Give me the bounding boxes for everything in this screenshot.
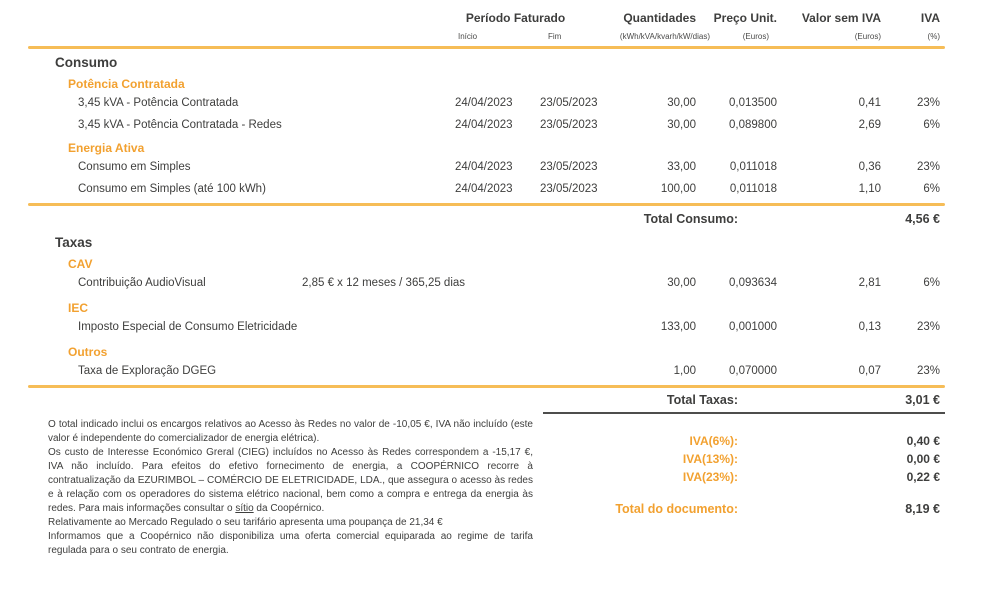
footnote-cieg-text-end: da Coopérnico. [253,503,325,514]
total-taxas-value: 3,01 € [905,393,940,407]
column-header-periodo-faturado: Período Faturado [465,11,566,25]
row-quantidade: 30,00 [667,119,696,131]
subheader-quantidades-units: (kWh/kVA/kvarh/kW/dias) [619,31,710,41]
footnotes-block [28,418,533,558]
row-valor-sem-iva: 0,13 [858,321,881,333]
group-title-energia-ativa: Energia Ativa [68,141,145,155]
row-preco-unit: 0,013500 [729,97,777,109]
row-preco-unit: 0,001000 [729,321,777,333]
row-fim: 23/05/2023 [540,97,598,109]
row-description: Consumo em Simples [78,161,191,173]
vat-summary-block [533,418,945,558]
row-description: 3,45 kVA - Potência Contratada - Redes [78,119,282,131]
row-description: Imposto Especial de Consumo Eletricidade [78,321,298,333]
row-quantidade: 100,00 [660,183,696,195]
invoice-document [28,0,945,558]
iva-13-row [533,450,945,468]
footnote-cieg-text: Os custo de Interesse Económico Greral (CIEG) incluídos no Acesso às Redes correspondem a -15,17 €, IVA não incluído. Para efeitos do efetivo fornecimento de energia, a COOPÉRNICO recorre à contratualização da EZURIMBOL – COMÉRCIO DE ELETRICIDADE, LDA., que assegura o acesso às redes e à relação com os operadores do sistema elétrico nacional, bem como a compra e entrega da energia às redes. Para mais informações consultar o [48,447,533,514]
row-fim: 23/05/2023 [540,161,598,173]
row-preco-unit: 0,011018 [729,161,777,173]
line-item-row [28,360,945,382]
row-fim: 23/05/2023 [540,183,598,195]
row-description: Taxa de Exploração DGEG [78,365,217,377]
total-documento-row [533,499,945,519]
row-quantidade: 30,00 [667,97,696,109]
footnote-cieg [48,446,533,516]
row-valor-sem-iva: 0,41 [858,97,881,109]
row-iva: 6% [923,119,940,131]
table-header-row [28,8,945,28]
table-subheader-row [28,28,945,44]
bottom-area [28,418,945,558]
summary-divider-line [543,412,945,414]
row-inicio: 24/04/2023 [455,183,513,195]
row-quantidade: 30,00 [667,277,696,289]
footnote-poupanca: Relativamente ao Mercado Regulado o seu tarifário apresenta uma poupança de 21,34 € [48,517,443,528]
iva-6-row [533,432,945,450]
line-item-row [28,114,945,136]
row-valor-sem-iva: 2,81 [858,277,881,289]
group-title-potencia-contratada: Potência Contratada [68,77,185,91]
iva-23-label: IVA(23%): [682,470,738,484]
row-inicio: 24/04/2023 [455,161,513,173]
row-quantidade: 133,00 [660,321,696,333]
header-divider-line [28,46,945,49]
iva-23-value: 0,22 € [906,470,940,484]
iva-13-value: 0,00 € [906,452,940,466]
row-fim: 23/05/2023 [540,119,598,131]
total-documento-value: 8,19 € [905,502,940,516]
row-quantidade: 33,00 [667,161,696,173]
row-preco-unit: 0,011018 [729,183,777,195]
total-documento-label: Total do documento: [615,502,738,516]
section-title-taxas: Taxas [55,235,93,250]
footnote-tarifa-regulada: Informamos que a Coopérnico não disponibiliza uma oferta comercial equiparada ao regime de tarifa regulada para o seu contrato de energia. [48,531,533,556]
cav-calculation-note: 2,85 € x 12 meses / 365,25 dias [302,277,466,289]
line-item-row [28,156,945,178]
total-taxas-row [28,388,945,412]
row-valor-sem-iva: 0,36 [858,161,881,173]
total-taxas-label: Total Taxas: [666,393,738,407]
row-quantidade: 1,00 [673,365,696,377]
line-item-row [28,92,945,114]
row-iva: 6% [923,183,940,195]
iva-6-label: IVA(6%): [689,434,738,448]
row-iva: 23% [916,161,940,173]
footnote-acesso-redes: O total indicado inclui os encargos relativos ao Acesso às Redes no valor de -10,05 €, IVA não incluído (este valor é independente do comercializador de energia elétrica). [48,419,533,444]
iva-23-row [533,468,945,486]
row-preco-unit: 0,089800 [729,119,777,131]
group-title-outros: Outros [68,345,108,359]
group-title-cav: CAV [68,257,93,271]
column-header-valor-sem-iva: Valor sem IVA [801,11,881,25]
total-consumo-label: Total Consumo: [643,212,738,226]
column-header-preco-unit: Preço Unit. [713,11,777,25]
column-header-quantidades: Quantidades [623,11,696,25]
column-header-iva: IVA [920,11,940,25]
line-item-row [28,272,945,294]
row-description: Consumo em Simples (até 100 kWh) [78,183,266,195]
row-inicio: 24/04/2023 [455,97,513,109]
subheader-valor-units: (Euros) [854,31,881,41]
subheader-fim: Fim [548,31,562,41]
total-consumo-value: 4,56 € [905,212,940,226]
row-valor-sem-iva: 1,10 [858,183,881,195]
line-item-row [28,178,945,200]
row-iva: 23% [916,365,940,377]
sitio-link[interactable]: sítio [235,503,254,514]
row-valor-sem-iva: 0,07 [858,365,881,377]
total-consumo-row [28,206,945,232]
line-item-row [28,316,945,338]
subheader-iva-units: (%) [927,31,940,41]
row-description: Contribuição AudioVisual [78,277,206,289]
iva-13-label: IVA(13%): [682,452,738,466]
group-title-iec: IEC [68,301,89,315]
row-iva: 23% [916,321,940,333]
row-valor-sem-iva: 2,69 [858,119,881,131]
subheader-preco-units: (Euros) [742,31,769,41]
row-description: 3,45 kVA - Potência Contratada [78,97,239,109]
row-preco-unit: 0,070000 [729,365,777,377]
subheader-inicio: Início [458,31,478,41]
row-inicio: 24/04/2023 [455,119,513,131]
row-preco-unit: 0,093634 [729,277,777,289]
row-iva: 6% [923,277,940,289]
iva-6-value: 0,40 € [906,434,940,448]
row-iva: 23% [916,97,940,109]
section-title-consumo: Consumo [55,55,118,70]
